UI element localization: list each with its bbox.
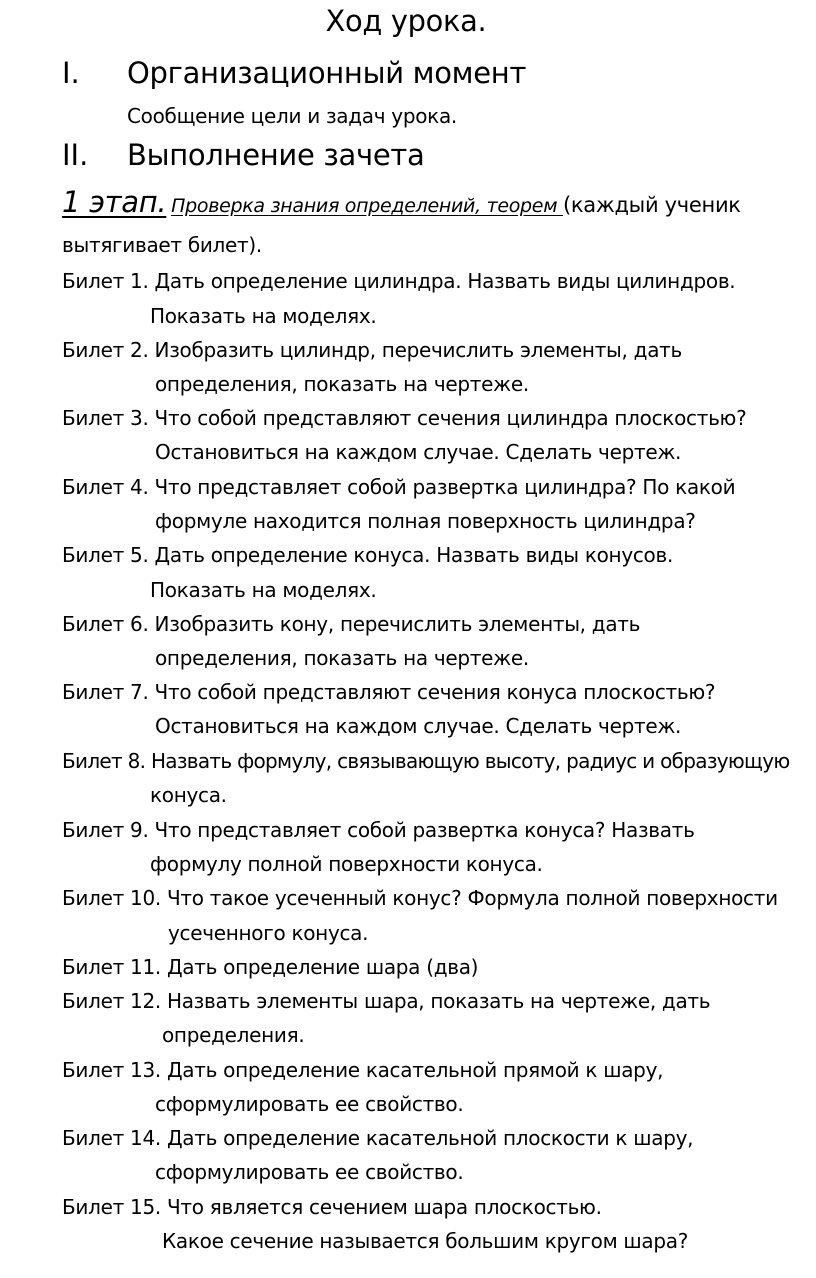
ticket-line-continued: сформулировать ее свойство. xyxy=(155,1160,464,1184)
ticket-line-continued: Остановиться на каждом случае. Сделать чертеж. xyxy=(155,714,682,738)
section-number: II. xyxy=(62,138,89,172)
ticket-line: Билет 6. Изобразить кону, перечислить элементы, дать xyxy=(62,612,641,636)
ticket-line-continued: определения, показать на чертеже. xyxy=(155,646,529,670)
ticket-line-continued: формуле находится полная поверхность цилиндра? xyxy=(155,509,696,533)
ticket-line: Билет 12. Назвать элементы шара, показать на чертеже, дать xyxy=(62,989,711,1013)
ticket-line: Билет 1. Дать определение цилиндра. Назвать виды цилиндров. xyxy=(62,269,736,293)
ticket-line: Билет 3. Что собой представляют сечения цилиндра плоскостью? xyxy=(62,406,747,430)
ticket-line-continued: конуса. xyxy=(150,783,227,807)
ticket-line: Билет 8. Назвать формулу, связывающую высоту, радиус и образующую xyxy=(62,749,790,773)
stage-note: (каждый ученик xyxy=(562,193,741,217)
ticket-line-continued: Показать на моделях. xyxy=(150,578,377,602)
ticket-line-continued: Какое сечение называется большим кругом шара? xyxy=(162,1229,689,1253)
stage-heading xyxy=(62,185,741,219)
ticket-line: Билет 2. Изобразить цилиндр, перечислить элементы, дать xyxy=(62,338,682,362)
ticket-line: Билет 5. Дать определение конуса. Назвать виды конусов. xyxy=(62,543,674,567)
ticket-line: Билет 15. Что является сечением шара плоскостью. xyxy=(62,1195,602,1219)
section-number: I. xyxy=(62,56,80,90)
ticket-line: Билет 10. Что такое усеченный конус? Формула полной поверхности xyxy=(62,886,778,910)
stage-note-continued: вытягивает билет). xyxy=(62,233,262,257)
ticket-line-continued: определения, показать на чертеже. xyxy=(155,372,529,396)
stage-label: 1 этап. xyxy=(62,185,167,219)
stage-topic: Проверка знания определений, теорем xyxy=(171,195,563,217)
page-title: Ход урока. xyxy=(325,4,487,38)
ticket-line-continued: сформулировать ее свойство. xyxy=(155,1092,464,1116)
ticket-line-continued: усеченного конуса. xyxy=(168,921,369,945)
ticket-line-continued: формулу полной поверхности конуса. xyxy=(150,852,543,876)
ticket-line: Билет 9. Что представляет собой развертка конуса? Назвать xyxy=(62,818,695,842)
ticket-line-continued: Остановиться на каждом случае. Сделать чертеж. xyxy=(155,440,682,464)
section-heading: Организационный момент xyxy=(127,56,527,90)
ticket-line-continued: определения. xyxy=(162,1023,305,1047)
ticket-line: Билет 13. Дать определение касательной прямой к шару, xyxy=(62,1058,664,1082)
ticket-line: Билет 11. Дать определение шара (два) xyxy=(62,955,479,979)
section-heading: Выполнение зачета xyxy=(127,138,425,172)
section-subtext: Сообщение цели и задач урока. xyxy=(127,104,457,128)
ticket-line: Билет 7. Что собой представляют сечения конуса плоскостью? xyxy=(62,680,716,704)
ticket-line: Билет 14. Дать определение касательной плоскости к шару, xyxy=(62,1126,694,1150)
ticket-line: Билет 4. Что представляет собой развертка цилиндра? По какой xyxy=(62,475,736,499)
ticket-line-continued: Показать на моделях. xyxy=(150,304,377,328)
